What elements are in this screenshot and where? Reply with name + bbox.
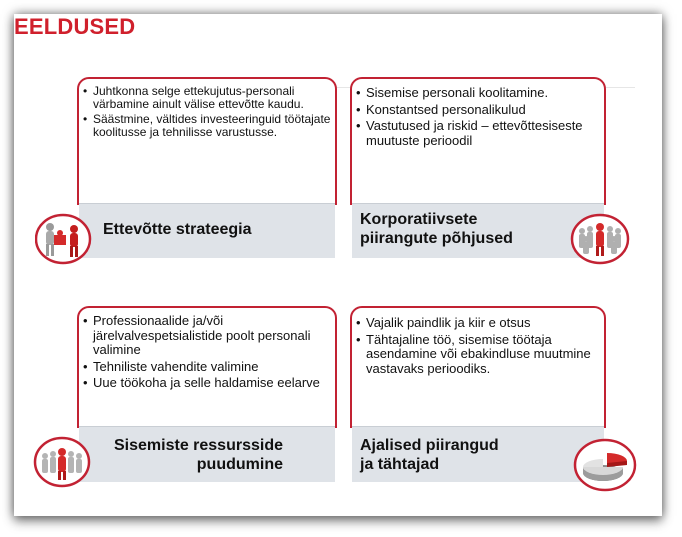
card-resources-bullets (83, 314, 331, 393)
label-line: piirangute põhjused (360, 230, 513, 247)
card-corporate (350, 77, 606, 264)
card-strategy-bullets (83, 85, 331, 141)
puzzle-people-icon (35, 213, 97, 270)
list-item: • Vastutused ja riskid – ettevõttesiseste muutuste perioodil (356, 119, 600, 148)
list-item: • Professionaalide ja/või järelvalvespetsialistide poolt personali valimine (83, 314, 331, 358)
crowd-leader-icon (570, 213, 632, 270)
label-line: Korporatiivsete (360, 211, 478, 228)
page-title: EELDUSED (14, 14, 136, 39)
card-strategy-label: Ettevõtte strateegia (103, 221, 252, 238)
card-resources-label (83, 436, 283, 474)
list-item: • Vajalik paindlik ja kiir e otsus (356, 316, 600, 331)
card-time-label (360, 436, 499, 474)
card-time-bullets (356, 316, 600, 378)
label-line: ja tähtajad (360, 456, 440, 473)
selected-person-icon (33, 436, 95, 493)
list-item: • Sisemise personali koolitamine. (356, 86, 600, 101)
list-item: • Juhtkonna selge ettekujutus-personali värbamine ainult välise ettevõtte kaudu. (83, 85, 331, 111)
card-corporate-bullets (356, 86, 600, 150)
card-time (350, 306, 606, 486)
list-item: • Uue töökoha ja selle haldamise eelarve (83, 376, 331, 391)
label-line: puudumine (196, 456, 283, 473)
label-line: Ajalised piirangud (360, 437, 499, 454)
card-strategy (77, 77, 337, 264)
pie-chart-icon (572, 437, 638, 498)
list-item: • Tähtajaline töö, sisemise töötaja asendamine või ebakindluse muutmine vastavaks perioodiks. (356, 333, 600, 377)
list-item: • Säästmine, vältides investeeringuid töötajate koolitusse ja tehnilisse varustusse. (83, 113, 331, 139)
card-corporate-label (360, 210, 513, 248)
card-resources (77, 306, 337, 486)
list-item: • Konstantsed personalikulud (356, 103, 600, 118)
list-item: • Tehniliste vahendite valimine (83, 360, 331, 375)
label-line: Sisemiste ressursside (114, 437, 283, 454)
